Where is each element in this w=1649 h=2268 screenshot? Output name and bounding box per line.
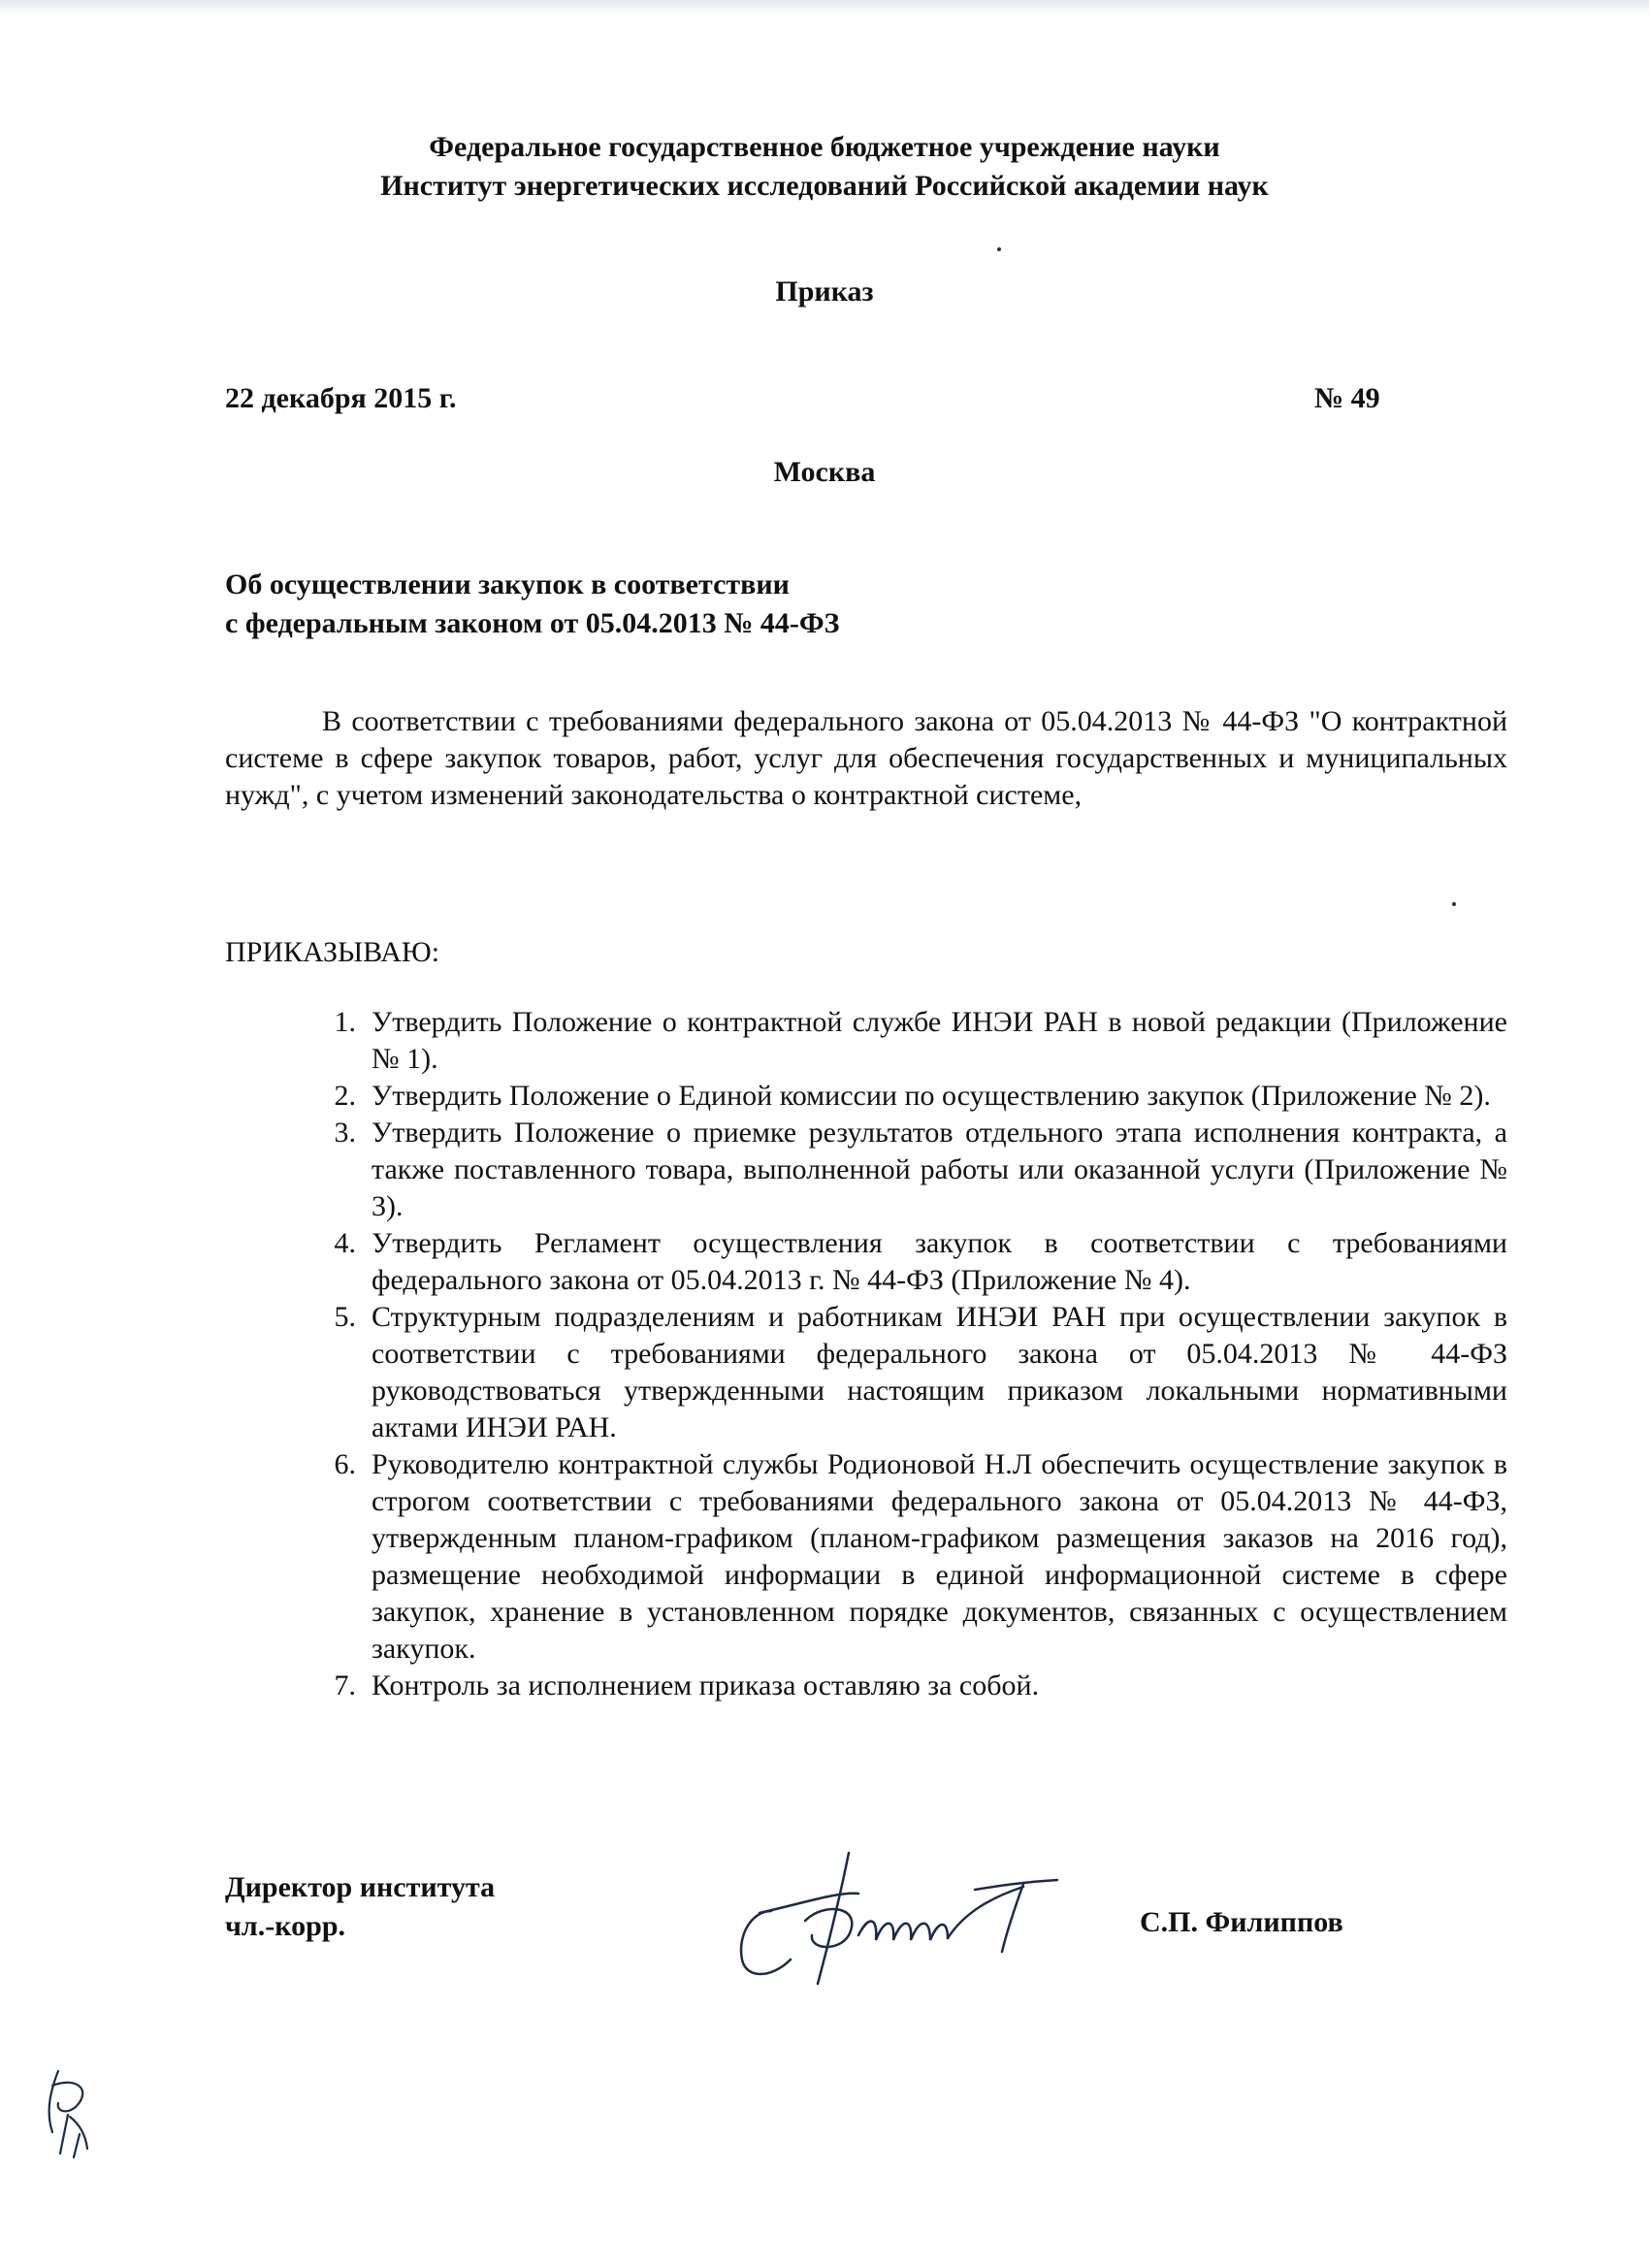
list-item	[334, 1299, 1507, 1446]
list-item	[334, 1078, 1507, 1115]
item-number: 3.	[334, 1117, 356, 1149]
document-date: 22 декабря 2015 г.	[225, 382, 457, 414]
handwritten-visa	[39, 2057, 107, 2163]
signer-position	[225, 1868, 495, 1946]
organization-header	[0, 128, 1649, 206]
subject-line-2: с федеральным законом от 05.04.2013 № 44-ФЗ	[225, 607, 840, 639]
handwritten-signature	[732, 1843, 1120, 1989]
item-text: Структурным подразделениям и работникам ИНЭИ РАН при осуществлении закупок в соответствии с требованиями федерального закона от 05.04.2013 № 44-ФЗ руководствоваться утвержденными настоящим приказом локальными нормативными актами ИНЭИ РАН.	[372, 1301, 1507, 1443]
item-number: 4.	[334, 1227, 356, 1259]
item-number: 6.	[334, 1448, 356, 1480]
item-text: Утвердить Положение о контрактной службе ИНЭИ РАН в новой редакции (Приложение № 1).	[372, 1006, 1507, 1075]
document-number: № 49	[1314, 382, 1380, 414]
organization-line-2: Институт энергетических исследований Российской академии наук	[380, 170, 1269, 202]
scan-speck	[997, 247, 1001, 251]
order-items-list	[0, 1004, 1649, 1704]
document-city: Москва	[773, 456, 876, 488]
list-item	[334, 1004, 1507, 1078]
preamble-paragraph: В соответствии с требованиями федерального закона от 05.04.2013 № 44-ФЗ "О контрактной системе в сфере закупок товаров, работ, услуг для обеспечения государственных и муниципальных нужд", с учетом изменений законодательства о контрактной системе,	[225, 705, 1507, 811]
item-number: 7.	[334, 1669, 356, 1701]
scan-speck	[1452, 902, 1456, 906]
item-number: 5.	[334, 1301, 356, 1333]
order-word: ПРИКАЗЫВАЮ:	[225, 936, 440, 968]
list-item	[334, 1115, 1507, 1225]
list-item	[334, 1446, 1507, 1668]
document-subject	[225, 566, 839, 643]
list-item	[334, 1668, 1507, 1704]
item-text: Утвердить Положение о приемке результатов отдельного этапа исполнения контракта, а также поставленного товара, выполненной работы или оказанной услуги (Приложение № 3).	[372, 1117, 1507, 1222]
item-number: 2.	[334, 1080, 356, 1112]
item-text: Руководителю контрактной службы Родионовой Н.Л обеспечить осуществление закупок в строгом соответствии с требованиями федерального закона от 05.04.2013 № 44-ФЗ, утвержденным планом-графиком (планом-графиком размещения заказов на 2016 год), размещение необходимой информации в единой информационной системе в сфере закупок, хранение в установленном порядке документов, связанных с осуществлением закупок.	[372, 1448, 1507, 1665]
item-text: Утвердить Положение о Единой комиссии по осуществлению закупок (Приложение № 2).	[372, 1080, 1491, 1112]
signer-name: С.П. Филиппов	[1140, 1906, 1343, 1938]
organization-line-1: Федеральное государственное бюджетное учреждение науки	[429, 131, 1220, 163]
item-text: Контроль за исполнением приказа оставляю за собой.	[372, 1669, 1040, 1701]
signer-position-line-2: чл.-корр.	[225, 1910, 345, 1942]
subject-line-1: Об осуществлении закупок в соответствии	[225, 568, 790, 600]
list-item	[334, 1225, 1507, 1299]
document-type: Приказ	[775, 275, 874, 308]
item-text: Утвердить Регламент осуществления закупок в соответствии с требованиями федерального закона от 05.04.2013 г. № 44-ФЗ (Приложение № 4).	[372, 1227, 1507, 1296]
signer-position-line-1: Директор института	[225, 1871, 496, 1903]
scan-edge	[0, 0, 1649, 14]
item-number: 1.	[334, 1006, 356, 1038]
